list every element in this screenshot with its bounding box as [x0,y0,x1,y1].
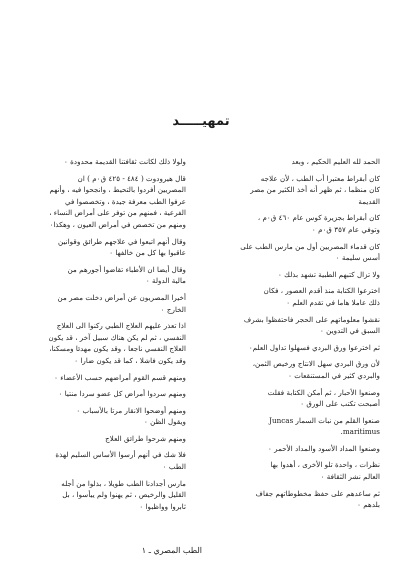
paragraph: ثم اخترعوا ورق البردي فسهلوا تداول العلم٠ [248,342,380,352]
paragraph: وصنعوا المداد الأسود والمداد الأحمر ٠ [267,443,380,453]
paragraph: كان أبقراط معتبرا أب الطب ، لأن علاجه كان منظما ، ثم ظهر أنه أخذ الكثير من مصر القديمة [250,173,380,206]
paragraph: وصنعوا الأحبار ، ثم أمكن الكتابة فقلت أصبحت تكتب على الورق ٠ [267,387,380,409]
page-footer: الطب المصري ـ ١ [141,546,202,555]
paragraph: ومنهم أوضحوا الانقار مرتا بالأسباب ٠ ويقول الظن ٠ [76,405,186,427]
paragraph: نقشوا معلوماتهم على الحجر فاحتفظوا بشرف السبق في التدوين ٠ [243,314,380,336]
paragraph: مارس أجدادنا الطب طويلا ، بذلوا من أجله القليل والرخيص ، ثم يهنوا ولم ييأسوا ، بل ثابروا وواظبوا ٠ [61,478,186,511]
paragraph: ومنهم سردوا أمراض كل عضو سردا منتيا ٠ [58,389,186,399]
paragraph: الحمد لله العليم الحكيم ، وبعد [291,157,380,166]
paragraph: أخيرا المصريون عن أمراض دخلت مصر من الخارج ٠ [57,292,186,314]
paragraph: ومنهم شرحوا طرائق العلاج [105,433,186,443]
right-column [208,156,380,516]
paragraph: قال هيرودوت ( ٤٨٤ - ٤٢٥ ق٠م ) ان المصريين أفردوا بالتحيط ، وانجحوا فيه ، وأنهم عرفوا الطب معرفة جيدة ، وتخصصوا في الفرعية ، فمنهم من توفر على أمراض النساء ، ومنهم من تخصص في أمراض العيون ، وهكذا٠ [49,173,186,229]
paragraph: ومنهم قسم القوم أمراضهم حسب الأعضاء ٠ [54,372,186,382]
paragraph: فلا شك في أنهم أرسوا الأساس السليم لهذة الطب ٠ [55,450,186,472]
paragraph: ولولا ذلك لكانت ثقافتنا القديمة محدودة ٠ [63,157,186,166]
paragraph: كان أبقراط بجزيرة كوس عام ٤٦٠ ق٠م ، وتوفي عام ٣٥٧ ق٠م ٠ [257,213,380,234]
paragraph: لأن ورق البردي سهل الانتاج ورخيص الثمن، والبردي كثير في المستنقعات ٠ [252,359,380,380]
paragraph: كان قدماء المصريين أول من مارس الطب على أسس سليمة ٠ [240,241,380,263]
page-title: تمهيـــــد [172,114,230,129]
paragraph: صنعوا القلم من نبات السمار Juncas maritimus. [269,415,380,437]
paragraph: اخترعوا الكتابة منذ أقدم العصور ، فكان ذلك عاملا هاما في تقدم العلم ٠ [263,286,380,307]
left-column [14,156,186,517]
paragraph: وقال أيضا ان الأطباء تقاضوا أجورهم من مالية الدولة ٠ [67,264,186,286]
paragraph: وقال أنهم اتبعوا في علاجهم طرائق وقوانين عاقبوا بها كل من خالفها ٠ [58,236,186,258]
paragraph: ثم ساعدهم على حفظ مخطوطاتهم جفاف بلدهم ٠ [255,488,380,510]
paragraph: ولا تزال كتبهم الطبية تشهد بذلك ٠ [278,269,380,279]
paragraph: اذا تعذر عليهم العلاج الطبي ركنوا الى العلاج النفسي ، ثم لم يكن هناك سبيل آخر ، قد يكون العلاج النفسي ناجعا ، وقد يكون مهدئا ومسكنا، وقد يكون فاشلا ، كما قد يكون ضارا ٠ [48,321,186,365]
paragraph: نظرات ، واحدة تلو الأخرى ، أهدوا بها العالم نشر الثقافة ٠ [270,460,380,482]
